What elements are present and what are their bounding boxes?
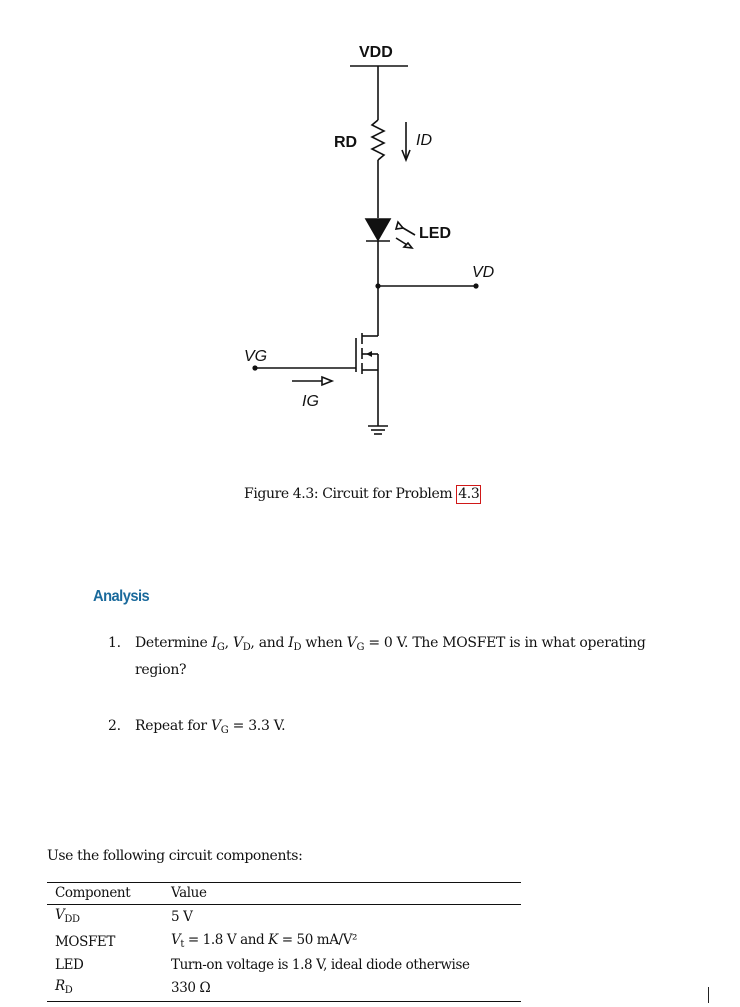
component-name: $V_{DD}$: [55, 907, 80, 925]
caption-text: Figure 4.3: Circuit for Problem: [244, 486, 457, 502]
question-number: 1.: [108, 635, 121, 651]
table-row: [47, 955, 521, 976]
column-header-component: Component: [55, 885, 131, 901]
question-list: [108, 632, 668, 742]
resistor-symbol: [372, 120, 384, 160]
list-item: [108, 715, 668, 742]
components-intro: Use the following circuit components:: [47, 848, 303, 864]
component-value: $V_t = 1.8$ V and K = 50 mA/V²: [171, 932, 358, 950]
problem-reference-link[interactable]: 4.3: [458, 486, 480, 502]
question-text: Determine $I_G$, $V_D$, and $I_D$ when $V_G = 0$ V. The MOSFET is in what operating region?: [135, 635, 646, 678]
vd-node-dot: [375, 283, 380, 288]
component-name: LED: [55, 957, 84, 973]
component-name: MOSFET: [55, 934, 115, 950]
component-value: 5 V: [171, 909, 193, 925]
table-header-row: [47, 883, 521, 905]
led-label: LED: [419, 225, 451, 242]
list-item: [108, 632, 668, 681]
components-table: [47, 882, 521, 1002]
analysis-heading: Analysis: [93, 588, 150, 605]
ig-label: IG: [302, 393, 319, 410]
component-value: 330 Ω: [171, 980, 211, 996]
text-cursor: [708, 987, 709, 1003]
table-row: [47, 976, 521, 1002]
figure-caption: [244, 485, 481, 504]
id-label: ID: [416, 132, 432, 149]
question-text: Repeat for $V_G = 3.3$ V.: [135, 718, 286, 736]
question-number: 2.: [108, 718, 121, 734]
component-name: $R_D$: [55, 978, 73, 996]
rd-label: RD: [334, 134, 358, 151]
vd-terminal-dot: [473, 283, 478, 288]
vg-label: VG: [244, 348, 268, 365]
component-value: Turn-on voltage is 1.8 V, ideal diode otherwise: [171, 957, 470, 973]
table-row: [47, 930, 521, 955]
table-row: [47, 905, 521, 931]
vdd-label: VDD: [359, 44, 393, 61]
column-header-value: Value: [171, 885, 207, 901]
led-symbol: [366, 219, 390, 240]
vg-terminal-dot: [252, 365, 257, 370]
circuit-diagram: [0, 0, 740, 470]
mosfet-arrow: [366, 351, 372, 357]
vd-label: VD: [472, 264, 495, 281]
circuit-wires: [255, 66, 476, 434]
